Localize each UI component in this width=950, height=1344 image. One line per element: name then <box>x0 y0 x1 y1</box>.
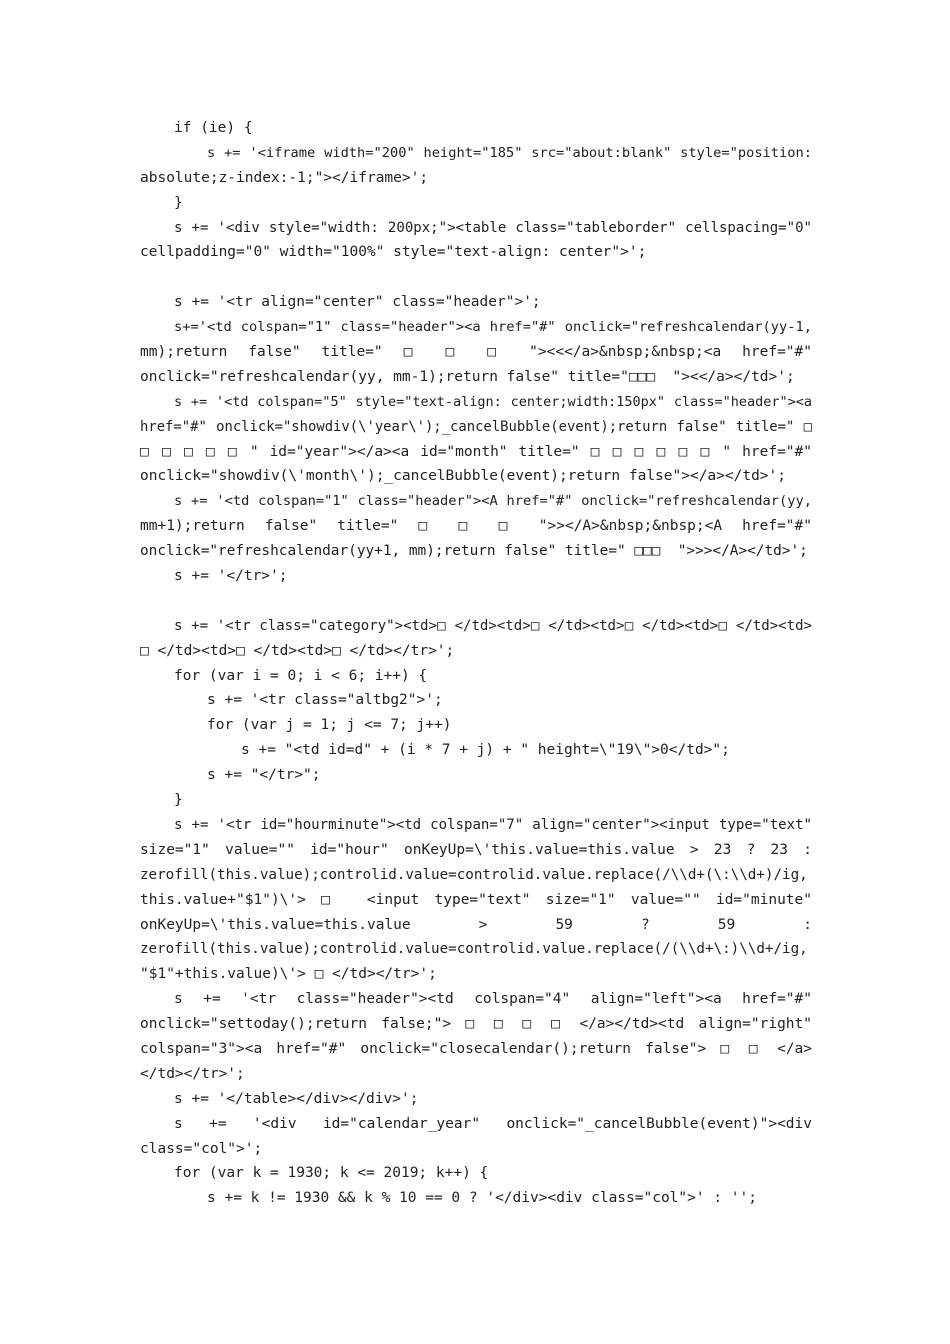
code-line: "$1"+this.value)\'> □ </td></tr>'; <box>140 966 437 983</box>
code-line: s += '<tr id="hourminute"><td colspan="7" align="center"><input type="text" <box>174 816 812 833</box>
blank-line <box>140 265 812 290</box>
code-line: for (var i = 0; i < 6; i++) { <box>174 667 428 684</box>
code-line: href="#" onclick="showdiv(\'year\');_cancelBubble(event);return false" title=" □ <box>140 418 812 435</box>
code-line: s+='<td colspan="1" class="header"><a href="#" onclick="refreshcalendar(yy-1, <box>174 319 812 336</box>
code-line: mm);return false" title=" □ □ □ "><<</a>&nbsp;&nbsp;<a href="#" <box>140 344 812 361</box>
code-line: s += "<td id=d" + (i * 7 + j) + " height=\"19\">0</td>"; <box>241 742 730 759</box>
code-line: absolute;z-index:-1;"></iframe>'; <box>140 169 429 186</box>
code-line: s += '</table></div></div>'; <box>174 1090 419 1107</box>
code-line: zerofill(this.value);controlid.value=controlid.value.replace(/(\\d+\:)\\d+/ig, <box>140 941 808 958</box>
code-line: s += '<td colspan="1" class="header"><A href="#" onclick="refreshcalendar(yy, <box>174 493 812 510</box>
code-line: } <box>174 194 183 211</box>
code-line: for (var k = 1930; k <= 2019; k++) { <box>174 1165 489 1182</box>
code-line: s += k != 1930 && k % 10 == 0 ? '</div><div class="col">' : ''; <box>207 1190 757 1207</box>
code-line: s += '<div id="calendar_year" onclick="_cancelBubble(event)"><div <box>174 1115 812 1132</box>
code-listing <box>140 116 812 1211</box>
code-line: if (ie) { <box>174 120 253 136</box>
code-line: onKeyUp=\'this.value=this.value > 59 ? 59 : <box>140 916 812 933</box>
code-line: </td></tr>'; <box>140 1065 245 1082</box>
code-line: this.value+"$1")\'> □ <input type="text" size="1" value="" id="minute" <box>140 891 812 908</box>
code-line: s += '<td colspan="5" style="text-align: center;width:150px" class="header"><a <box>174 393 812 410</box>
code-line: s += "</tr>"; <box>207 767 321 784</box>
code-line: □ </td><td>□ </td><td>□ </td></tr>'; <box>140 642 455 659</box>
code-line: onclick="settoday();return false;"> □ □ □ □ </a></td><td align="right" <box>140 1016 812 1033</box>
code-line: mm+1);return false" title=" □ □ □ ">></A>&nbsp;&nbsp;<A href="#" <box>140 518 812 535</box>
code-line: cellpadding="0" width="100%" style="text-align: center">'; <box>140 244 647 261</box>
code-line: s += '<tr class="header"><td colspan="4" align="left"><a href="#" <box>174 991 812 1008</box>
code-line: s += '<tr class="altbg2">'; <box>207 692 443 709</box>
blank-line <box>140 589 812 614</box>
code-line: onclick="showdiv(\'month\');_cancelBubble(event);return false"></a></td>'; <box>140 468 787 485</box>
code-line: for (var j = 1; j <= 7; j++) <box>207 717 452 734</box>
code-line: zerofill(this.value);controlid.value=controlid.value.replace(/\\d+(\:\\d+)/ig, <box>140 866 808 883</box>
code-line: onclick="refreshcalendar(yy, mm-1);return false" title="□□□ "><</a></td>'; <box>140 368 795 385</box>
code-line: s += '<tr align="center" class="header">'; <box>174 294 541 311</box>
code-line: size="1" value="" id="hour" onKeyUp=\'this.value=this.value > 23 ? 23 : <box>140 841 812 858</box>
code-line: s += '<tr class="category"><td>□ </td><td>□ </td><td>□ </td><td>□ </td><td> <box>174 617 812 634</box>
code-line: colspan="3"><a href="#" onclick="closecalendar();return false"> □ □ </a> <box>140 1040 812 1057</box>
code-line: } <box>174 792 183 809</box>
code-line: s += '<iframe width="200" height="185" src="about:blank" style="position: <box>207 144 812 161</box>
code-line: onclick="refreshcalendar(yy+1, mm);return false" title=" □□□ ">>></A></td>'; <box>140 543 808 560</box>
code-line: □ □ □ □ □ " id="year"></a><a id="month" title=" □ □ □ □ □ □ " href="#" <box>140 443 812 460</box>
code-line: s += '<div style="width: 200px;"><table class="tableborder" cellspacing="0" <box>174 219 812 236</box>
code-line: s += '</tr>'; <box>174 568 288 585</box>
code-line: class="col">'; <box>140 1140 263 1157</box>
